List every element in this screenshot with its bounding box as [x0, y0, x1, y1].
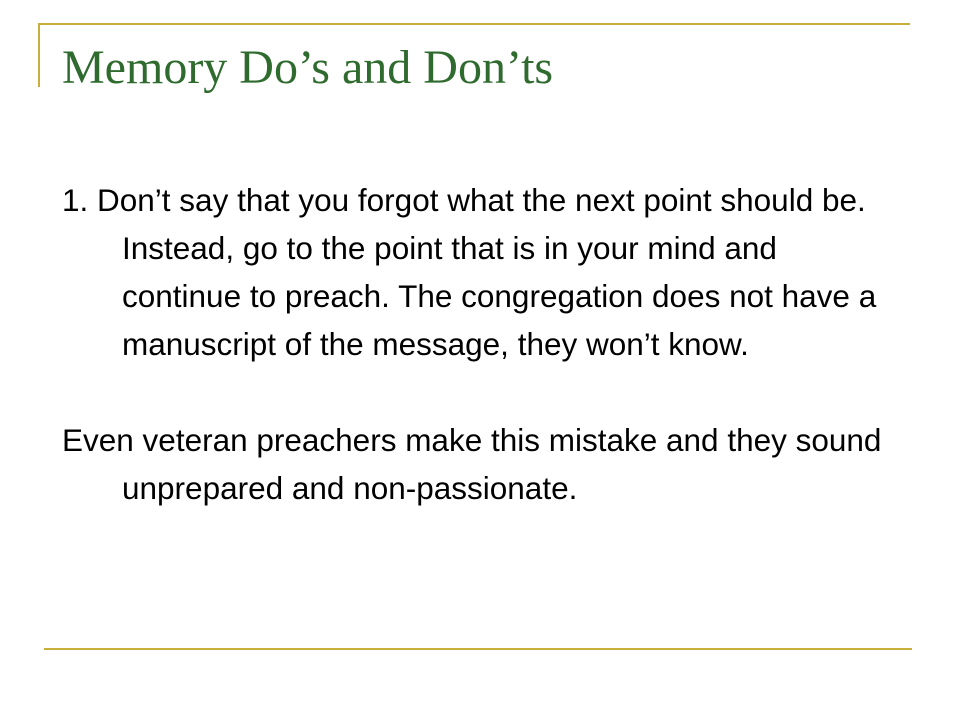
body-paragraph-1: 1. Don’t say that you forgot what the next point should be. Instead, go to the point that is in your mind and continue to preach. The congregation does not have a manuscript of the message, they won’t know. [62, 182, 877, 362]
bottom-accent-rule [44, 648, 912, 650]
slide-body [62, 176, 902, 512]
body-paragraph-2: Even veteran preachers make this mistake and they sound unprepared and non-passionate. [62, 422, 882, 506]
left-accent-rule [38, 23, 40, 87]
top-accent-rule [38, 23, 910, 25]
slide-title: Memory Do’s and Don’ts [62, 41, 554, 94]
